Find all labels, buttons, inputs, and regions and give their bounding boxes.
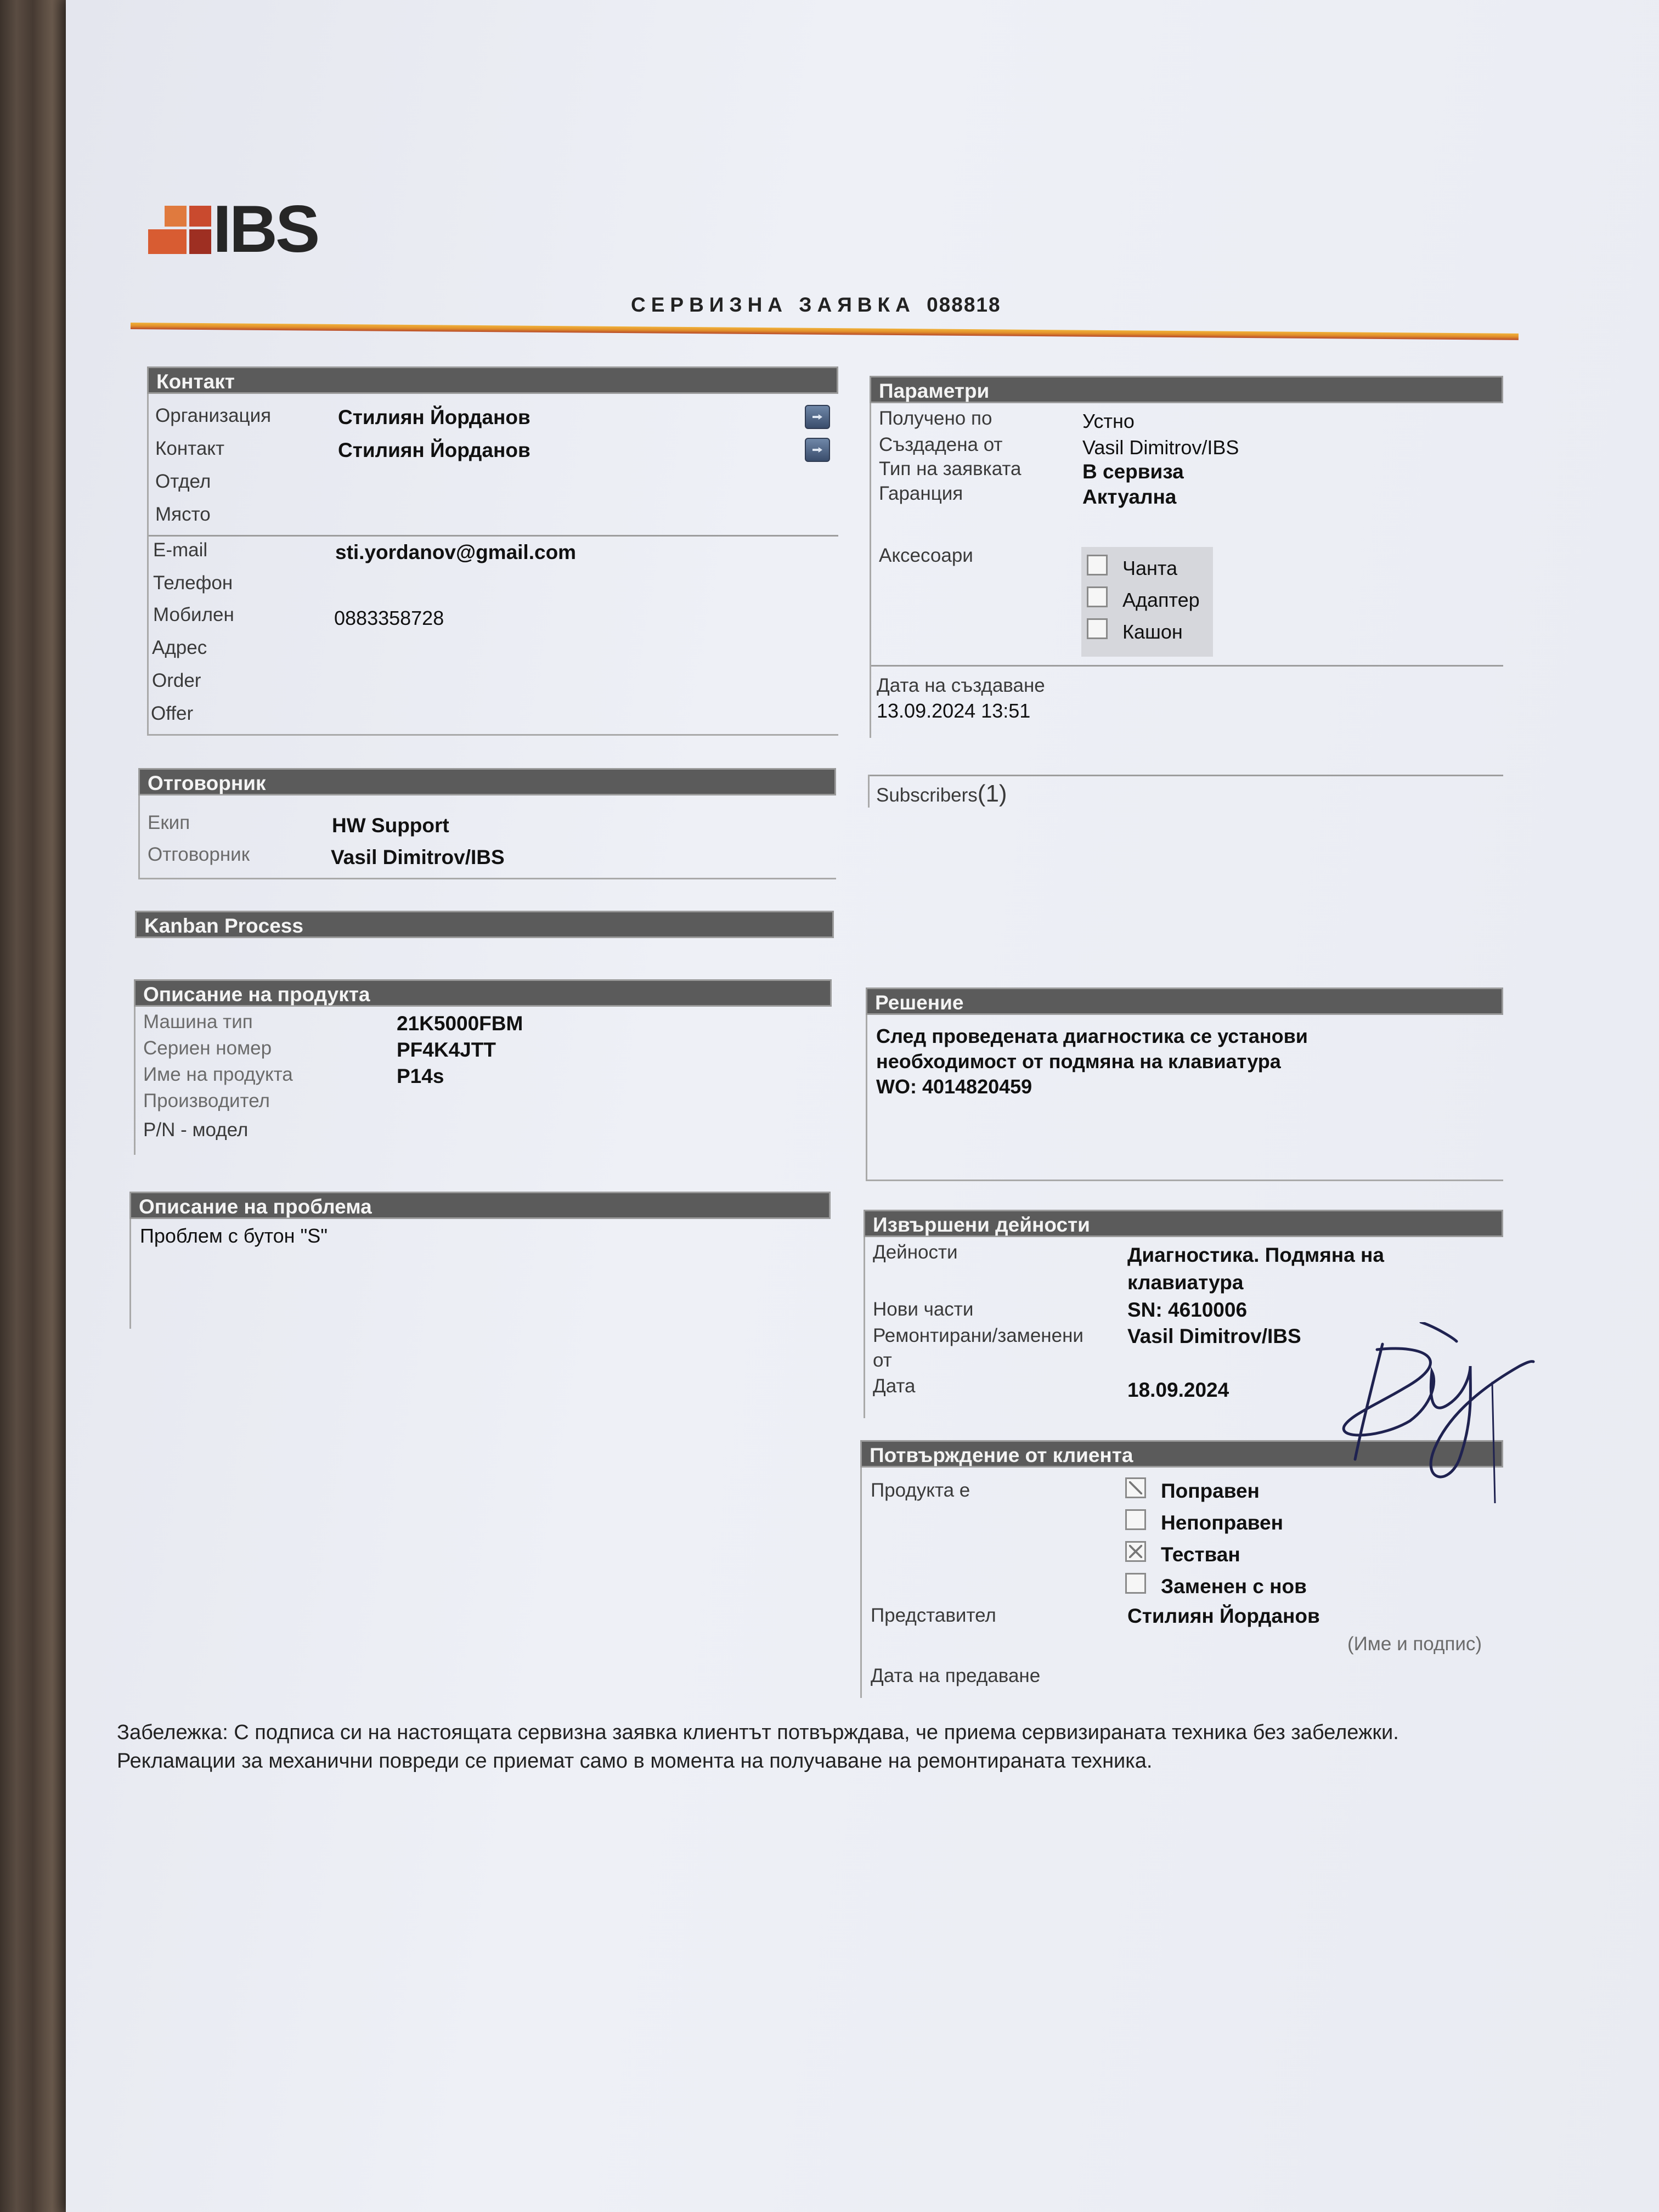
repaired-by-label-1: Ремонтирани/заменени	[873, 1325, 1084, 1346]
product-panel	[134, 979, 832, 1155]
handwritten-signature	[1339, 1322, 1569, 1503]
tested-checkbox[interactable]	[1125, 1541, 1146, 1562]
serial-label: Сериен номер	[143, 1037, 272, 1059]
received-value: Устно	[1082, 410, 1135, 432]
replaced-checkbox[interactable]	[1125, 1573, 1146, 1594]
new-parts-label: Нови части	[873, 1299, 974, 1320]
team-label: Екип	[148, 812, 190, 833]
email-label: E-mail	[153, 539, 208, 561]
activity-date-label: Дата	[873, 1375, 916, 1397]
document-title-text: СЕРВИЗНА ЗАЯВКА	[631, 294, 916, 316]
order-label: Order	[152, 670, 201, 691]
product-name-value: P14s	[397, 1065, 444, 1087]
solution-heading: Решение	[866, 988, 1503, 1015]
repaired-by-label-2: от	[873, 1350, 892, 1371]
contact-heading: Контакт	[147, 366, 838, 394]
organization-label: Организация	[155, 405, 272, 426]
new-parts-value: SN: 4610006	[1127, 1299, 1248, 1321]
contact-panel	[147, 366, 838, 734]
type-value: В сервиза	[1082, 460, 1184, 483]
confirmation-heading: Потвърждение от клиента	[860, 1440, 1503, 1468]
not-repaired-checkbox[interactable]	[1125, 1509, 1146, 1530]
email-value: sti.yordanov@gmail.com	[335, 541, 577, 563]
subscribers-label-text: Subscribers	[876, 785, 978, 806]
warranty-value: Актуална	[1082, 486, 1177, 508]
subscribers-label[interactable]	[876, 780, 1007, 808]
accessory-box-label: Кашон	[1122, 620, 1183, 643]
manufacturer-label: Производител	[143, 1090, 270, 1111]
name-signature-hint: (Име и подпис)	[1347, 1633, 1482, 1655]
not-repaired-option-label: Непоправен	[1161, 1511, 1283, 1534]
activities-value-1: Диагностика. Подмяна на	[1127, 1244, 1384, 1266]
product-name-label: Име на продукта	[143, 1064, 293, 1085]
department-label: Отдел	[155, 471, 211, 492]
contact-separator	[149, 535, 838, 537]
ibs-logo	[148, 191, 362, 266]
type-label: Тип на заявката	[879, 458, 1022, 479]
footer-note-line-1: Забележка: С подписа си на настоящата сервизна заявка клиентът потвърждава, че приема сервизираната техника без забележки.	[117, 1721, 1399, 1744]
tested-option-label: Тестван	[1161, 1543, 1240, 1566]
request-number: 088818	[927, 294, 1001, 316]
owner-label: Отговорник	[148, 844, 250, 865]
logo-text: IBS	[213, 191, 318, 266]
solution-panel	[866, 988, 1503, 1180]
place-label: Място	[155, 504, 211, 525]
machine-type-value: 21K5000FBM	[397, 1012, 523, 1035]
activity-date-value: 18.09.2024	[1127, 1379, 1229, 1401]
repaired-checkbox[interactable]	[1125, 1477, 1146, 1498]
representative-value: Стилиян Йорданов	[1127, 1605, 1320, 1627]
accessories-label: Аксесоари	[879, 545, 973, 566]
subscribers-count: (1)	[977, 780, 1007, 807]
mobile-value: 0883358728	[334, 607, 444, 629]
document-title	[631, 294, 1001, 317]
handover-date-label: Дата на предаване	[871, 1665, 1041, 1686]
problem-text: Проблем с бутон "S"	[140, 1224, 328, 1247]
responsible-heading: Отговорник	[138, 768, 836, 795]
accessory-adapter-checkbox[interactable]	[1087, 586, 1108, 607]
created-date-value: 13.09.2024 13:51	[877, 699, 1031, 722]
created-date-label: Дата на създаване	[877, 675, 1045, 696]
representative-label: Представител	[871, 1605, 996, 1626]
created-by-label: Създадена от	[879, 434, 1003, 455]
warranty-label: Гаранция	[879, 483, 963, 504]
pn-label: P/N - модел	[143, 1119, 249, 1141]
problem-panel	[129, 1192, 831, 1329]
solution-wo-number: WO: 4014820459	[876, 1075, 1032, 1098]
accessories-box	[1081, 547, 1213, 657]
kanban-heading[interactable]: Kanban Process	[135, 911, 834, 938]
params-separator	[871, 665, 1503, 667]
footer-note-line-2: Рекламации за механични повреди се приемат само в момента на получаване на ремонтираната техника.	[117, 1750, 1153, 1773]
address-label: Адрес	[152, 637, 207, 658]
parameters-panel	[870, 376, 1503, 738]
created-by-value: Vasil Dimitrov/IBS	[1082, 436, 1239, 459]
organization-lookup-icon[interactable]	[805, 405, 830, 429]
activities-value-2: клавиатура	[1127, 1271, 1244, 1294]
team-value: HW Support	[332, 814, 449, 837]
serial-value: PF4K4JTT	[397, 1039, 496, 1061]
product-state-label: Продукта е	[871, 1480, 970, 1501]
accessory-box-checkbox[interactable]	[1087, 618, 1108, 639]
product-heading: Описание на продукта	[134, 979, 832, 1007]
kanban-panel	[135, 911, 834, 949]
solution-line-2: необходимост от подмяна на клавиатура	[876, 1050, 1281, 1073]
offer-label: Offer	[151, 703, 194, 724]
phone-label: Телефон	[153, 572, 233, 594]
repaired-by-value: Vasil Dimitrov/IBS	[1127, 1325, 1301, 1347]
activities-heading: Извършени дейности	[864, 1210, 1503, 1237]
received-label: Получено по	[879, 408, 992, 429]
accessory-bag-label: Чанта	[1122, 557, 1178, 579]
contact-lookup-icon[interactable]	[805, 438, 830, 462]
contact-value: Стилиян Йорданов	[338, 439, 531, 461]
subscribers-panel	[868, 775, 1503, 873]
accessory-bag-checkbox[interactable]	[1087, 555, 1108, 575]
replaced-option-label: Заменен с нов	[1161, 1575, 1307, 1598]
problem-heading: Описание на проблема	[129, 1192, 831, 1219]
responsible-panel	[138, 768, 836, 878]
footer-note	[117, 1718, 1399, 1775]
activities-label: Дейности	[873, 1242, 958, 1263]
logo-mark-icon	[148, 206, 211, 258]
solution-line-1: След проведената диагностика се установи	[876, 1025, 1308, 1047]
contact-label: Контакт	[155, 438, 225, 459]
machine-type-label: Машина тип	[143, 1011, 253, 1032]
organization-value: Стилиян Йорданов	[338, 406, 531, 428]
accessory-adapter-label: Адаптер	[1122, 589, 1200, 611]
mobile-label: Мобилен	[153, 604, 234, 625]
parameters-heading: Параметри	[870, 376, 1503, 403]
owner-value: Vasil Dimitrov/IBS	[331, 846, 505, 868]
repaired-option-label: Поправен	[1161, 1480, 1260, 1502]
